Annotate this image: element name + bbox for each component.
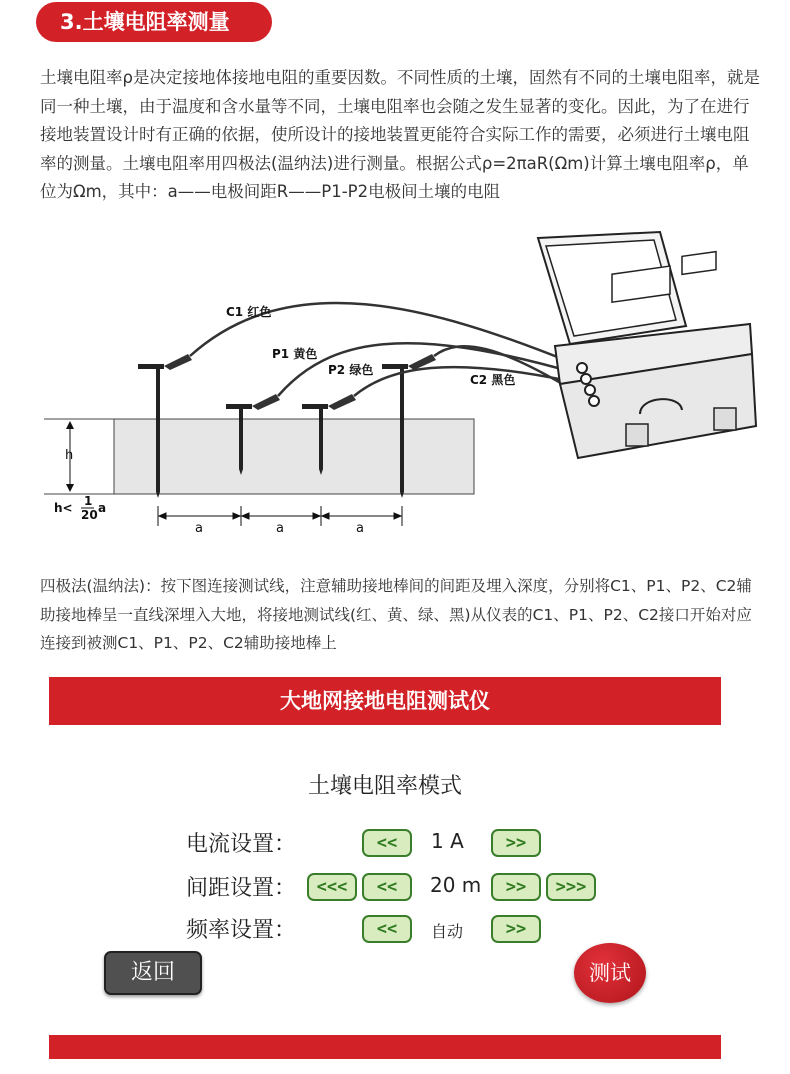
spacing-decrease-button[interactable]: <<	[362, 873, 412, 901]
wenner-method-diagram	[30, 226, 770, 556]
instrument-screen	[49, 677, 721, 1059]
current-decrease-button[interactable]: <<	[362, 829, 412, 857]
current-increase-button[interactable]: >>	[491, 829, 541, 857]
clip-p1	[252, 394, 280, 410]
instrument-case	[538, 232, 756, 458]
spacing-fast-increase-button[interactable]: >>>	[546, 873, 596, 901]
spacing-label-3: a	[356, 521, 364, 536]
test-button[interactable]: 测试	[574, 943, 646, 1003]
frequency-decrease-button[interactable]: <<	[362, 915, 412, 943]
frequency-increase-button[interactable]: >>	[491, 915, 541, 943]
mode-title: 土壤电阻率模式	[307, 774, 462, 799]
spacing-label-1: a	[195, 521, 203, 536]
frequency-value: 自动	[431, 922, 464, 941]
depth-condition-prefix: h<	[54, 501, 73, 515]
spacing-fast-decrease-button[interactable]: <<<	[307, 873, 357, 901]
spacing-value: 20 m	[430, 873, 482, 897]
clip-p2	[328, 394, 356, 410]
current-value: 1 A	[431, 829, 464, 853]
depth-condition-num: 1	[84, 494, 93, 508]
frequency-setting-label: 频率设置：	[186, 918, 297, 943]
depth-condition-den: 20	[81, 508, 98, 522]
label-p1: P1 黄色	[272, 347, 318, 361]
depth-label: h	[65, 448, 74, 463]
depth-condition-suffix: a	[98, 501, 107, 515]
screen-title: 大地网接地电阻测试仪	[49, 677, 721, 725]
intro-paragraph: 土壤电阻率ρ是决定接地体接地电阻的重要因数。不同性质的土壤，固然有不同的土壤电阻率，就是同一种土壤，由于温度和含水量等不同，土壤电阻率也会随之发生显著的变化。因此，为了在进行接地装置设计时有正确的依据，使所设计的接地装置更能符合实际工作的需要，必须进行土壤电阻率的测量。土壤电阻率用四极法(温纳法)进行测量。根据公式ρ=2πaR(Ωm)计算土壤电阻率ρ，单位为Ωm，其中：a——电极间距R——P1-P2电极间土壤的电阻	[40, 68, 760, 201]
label-p2: P2 绿色	[328, 363, 374, 377]
label-c2: C2 黑色	[470, 373, 516, 387]
section-title: 3.土壤电阻率测量	[36, 2, 272, 42]
label-c1: C1 红色	[226, 305, 272, 319]
spacing-increase-button[interactable]: >>	[491, 873, 541, 901]
clip-c1	[164, 354, 192, 370]
method-paragraph: 四极法(温纳法)：按下图连接测试线，注意辅助接地棒间的间距及埋入深度，分别将C1、P1、P2、C2辅助接地棒呈一直线深埋入大地，将接地测试线(红、黄、绿、黑)从仪表的C1、P1、P2、C2接口开始对应连接到被测C1、P1、P2、C2辅助接地棒上	[40, 577, 752, 652]
spacing-setting-label: 间距设置：	[186, 876, 297, 901]
spacing-label-2: a	[276, 521, 284, 536]
back-button[interactable]: 返回	[104, 951, 202, 995]
screen-footer-bar	[49, 1035, 721, 1059]
ground-block	[114, 419, 474, 494]
current-setting-label: 电流设置：	[186, 832, 297, 857]
